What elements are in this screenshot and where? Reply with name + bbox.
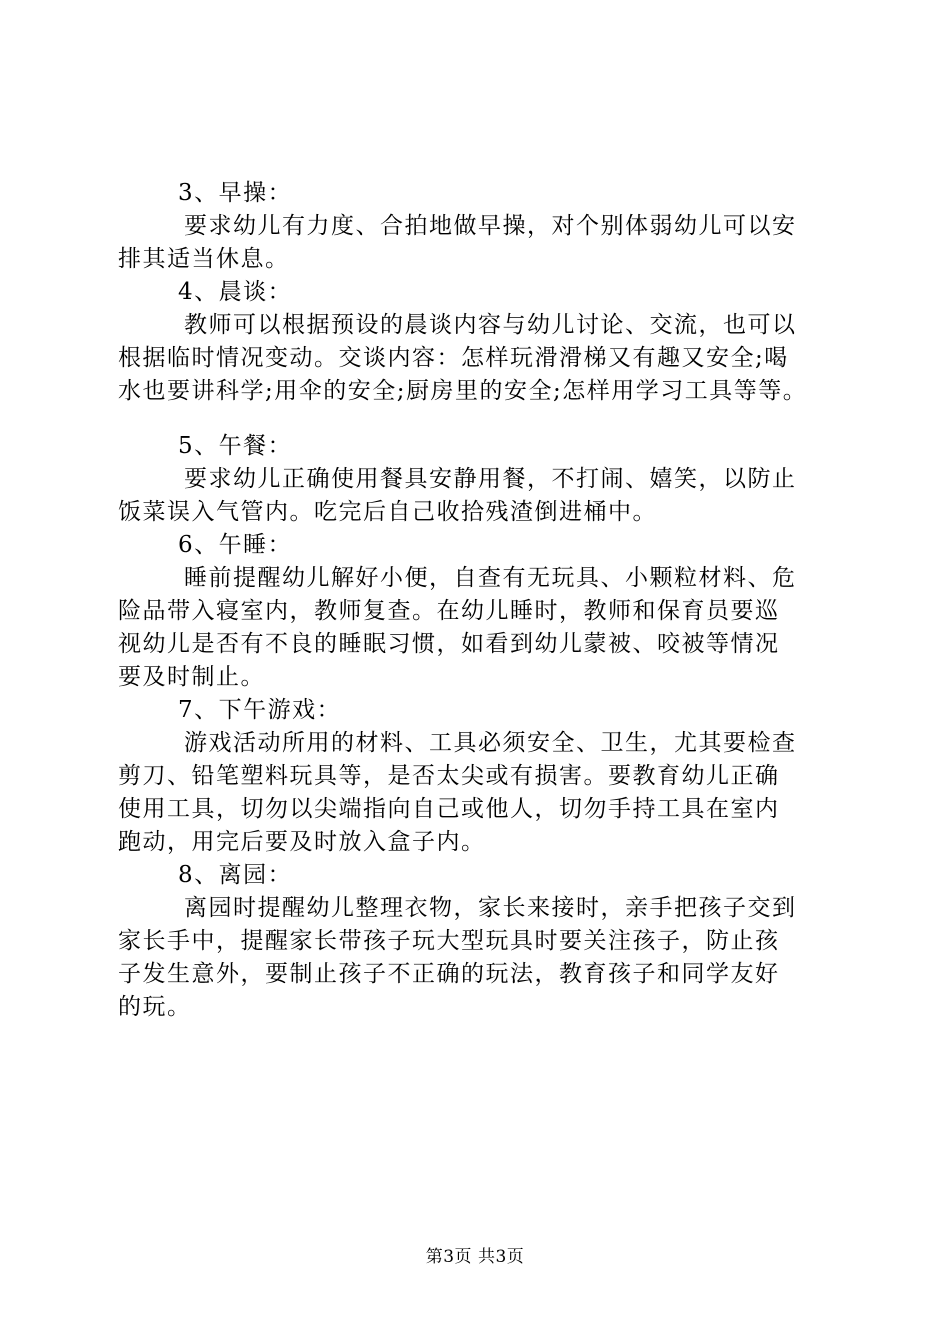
- section-departure: [118, 859, 838, 1024]
- section-heading: 8、离园：: [178, 862, 293, 888]
- section-afternoon-games: [118, 694, 838, 859]
- paragraph-line: 离园时提醒幼儿整理衣物，家长来接时，亲手把孩子交到: [184, 895, 797, 921]
- document-body: [118, 177, 838, 1024]
- section-morning-talk: [118, 276, 838, 408]
- paragraph-line: 视幼儿是否有不良的睡眠习惯，如看到幼儿蒙被、咬被等情况: [118, 631, 780, 657]
- paragraph-line: 水也要讲科学;用伞的安全;厨房里的安全;怎样用学习工具等等。: [118, 378, 808, 404]
- paragraph-line: 游戏活动所用的材料、工具必须安全、卫生，尤其要检查: [184, 730, 797, 756]
- section-heading: 7、下午游戏：: [178, 697, 342, 723]
- paragraph-line: 的玩。: [118, 994, 192, 1020]
- paragraph-line: 险品带入寝室内，教师复查。在幼儿睡时，教师和保育员要巡: [118, 598, 780, 624]
- section-morning-exercise: [118, 177, 838, 276]
- section-lunch: [118, 430, 838, 529]
- paragraph-line: 排其适当休息。: [118, 246, 290, 272]
- paragraph-line: 子发生意外，要制止孩子不正确的玩法，教育孩子和同学友好: [118, 961, 780, 987]
- section-heading: 4、晨谈：: [178, 279, 293, 305]
- paragraph-line: 教师可以根据预设的晨谈内容与幼儿讨论、交流，也可以: [184, 312, 797, 338]
- paragraph-line: 根据临时情况变动。交谈内容：怎样玩滑滑梯又有趣又安全;喝: [118, 345, 789, 371]
- section-nap: [118, 529, 838, 694]
- paragraph-line: 跑动，用完后要及时放入盒子内。: [118, 829, 486, 855]
- paragraph-line: 家长手中，提醒家长带孩子玩大型玩具时要关注孩子，防止孩: [118, 928, 780, 954]
- section-heading: 5、午餐：: [178, 433, 293, 459]
- section-heading: 6、午睡：: [178, 532, 293, 558]
- paragraph-line: 要求幼儿有力度、合拍地做早操，对个别体弱幼儿可以安: [184, 213, 797, 239]
- paragraph-line: 使用工具，切勿以尖端指向自己或他人，切勿手持工具在室内: [118, 796, 780, 822]
- paragraph-line: 要求幼儿正确使用餐具安静用餐，不打闹、嬉笑，以防止: [184, 466, 797, 492]
- paragraph-line: 要及时制止。: [118, 664, 265, 690]
- paragraph-line: 剪刀、铅笔塑料玩具等，是否太尖或有损害。要教育幼儿正确: [118, 763, 780, 789]
- paragraph-gap: [118, 408, 838, 430]
- paragraph-line: 睡前提醒幼儿解好小便，自查有无玩具、小颗粒材料、危: [184, 565, 797, 591]
- page-number-footer: 第3页 共3页: [425, 1247, 525, 1267]
- section-heading: 3、早操：: [178, 180, 293, 206]
- paragraph-line: 饭菜误入气管内。吃完后自己收拾残渣倒进桶中。: [118, 499, 657, 525]
